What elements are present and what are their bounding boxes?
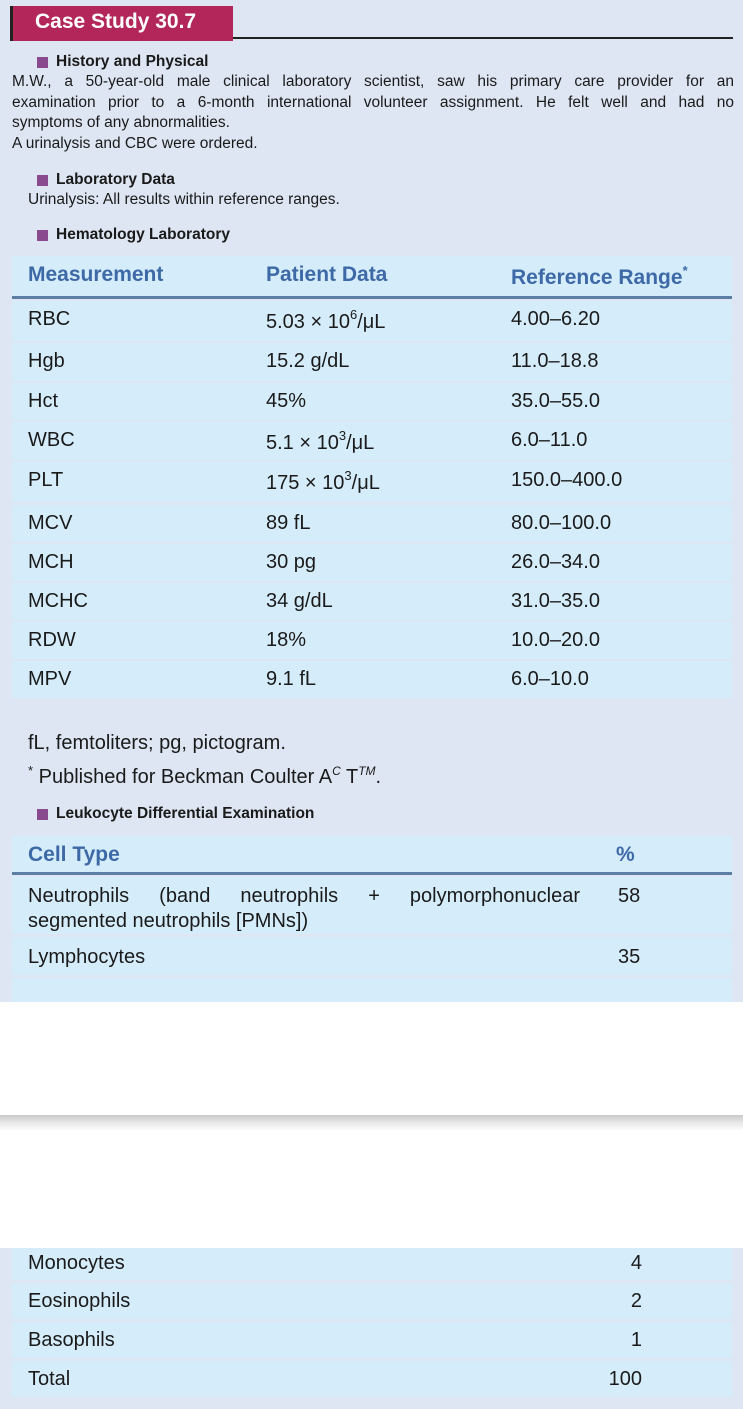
table-row <box>12 301 732 341</box>
table-row <box>12 1361 732 1397</box>
patient-data-cell <box>266 590 333 613</box>
patient-data-cell <box>266 668 316 691</box>
differential-table-continued <box>12 1248 732 1409</box>
table-row <box>12 937 732 975</box>
table-row <box>12 505 732 542</box>
cell-percent: 2 <box>630 1290 642 1312</box>
col-cell-type: Cell Type <box>28 843 120 866</box>
col-reference-range <box>511 263 688 290</box>
reference-range-cell: 26.0–34.0 <box>511 551 600 573</box>
measurement-cell: WBC <box>28 429 75 451</box>
cell-percent: 35 <box>618 946 641 968</box>
footnote-pub-tm: TM <box>358 764 376 778</box>
patient-value: 5.1 × 10 <box>266 432 339 454</box>
patient-data-cell <box>266 629 306 652</box>
history-heading-text: History and Physical <box>56 53 209 70</box>
measurement-cell: Hct <box>28 390 58 412</box>
cell-percent: 1 <box>630 1329 642 1351</box>
patient-data-cell <box>266 468 380 495</box>
table-row <box>12 583 732 620</box>
measurement-cell: MCH <box>28 551 74 573</box>
table-row <box>12 343 732 381</box>
patient-data-cell <box>266 390 306 413</box>
patient-value: 45% <box>266 390 307 412</box>
lab-text: Urinalysis: All results within reference ranges. <box>28 191 340 208</box>
patient-value: 18% <box>266 629 307 651</box>
reference-asterisk: * <box>682 263 688 278</box>
table-row <box>12 1322 732 1358</box>
footnote-abbreviations: fL, femtoliters; pg, pictogram. <box>28 732 286 754</box>
cell-type-cont: segmented neutrophils [PMNs]) <box>28 910 309 932</box>
cell-percent: 58 <box>618 885 641 907</box>
table-header-row <box>12 256 732 299</box>
history-line: examination prior to a 6-month international volunteer assignment. He felt well and had no <box>12 93 734 111</box>
measurement-cell: RDW <box>28 629 76 651</box>
hematology-heading-text: Hematology Laboratory <box>56 226 230 243</box>
patient-data-cell <box>266 428 375 455</box>
cell-type: Neutrophils (band neutrophils + polymorphonuclear <box>28 885 580 907</box>
history-line: A urinalysis and CBC were ordered. <box>12 134 258 152</box>
reference-range-cell: 31.0–35.0 <box>511 590 600 612</box>
measurement-cell: RBC <box>28 308 71 330</box>
cell-percent: 100 <box>608 1368 642 1390</box>
table-header-row <box>12 836 732 875</box>
reference-range-cell: 35.0–55.0 <box>511 390 600 412</box>
history-line: M.W., a 50-year-old male clinical laboratory scientist, saw his primary care provider for an <box>12 73 734 90</box>
lab-heading <box>37 171 175 189</box>
patient-data-cell <box>266 307 386 334</box>
section-bullet-icon <box>37 175 48 186</box>
patient-value: 15.2 g/dL <box>266 350 350 372</box>
table-row-continued <box>12 978 732 1002</box>
section-bullet-icon <box>37 230 48 241</box>
reference-range-cell: 11.0–18.8 <box>511 350 599 372</box>
case-study-panel-continued <box>0 1248 743 1409</box>
measurement-cell: MPV <box>28 668 72 690</box>
patient-data-cell <box>266 512 310 535</box>
footnote-pub-text: Published for Beckman Coulter A <box>38 766 333 788</box>
lab-heading-text: Laboratory Data <box>56 171 175 188</box>
patient-unit: /μL <box>346 432 375 454</box>
hematology-footnotes <box>28 729 381 791</box>
footnote-asterisk: * <box>28 763 34 778</box>
cell-percent: 4 <box>630 1252 642 1274</box>
table-row <box>12 877 732 934</box>
footnote-pub-c: C <box>332 764 341 778</box>
patient-value: 30 pg <box>266 551 317 573</box>
case-study-title: Case Study 30.7 <box>10 6 233 41</box>
reference-range-cell: 150.0–400.0 <box>511 469 623 491</box>
cell-type: Basophils <box>28 1329 115 1351</box>
patient-unit: /μL <box>357 311 386 333</box>
history-text <box>12 72 734 154</box>
section-bullet-icon <box>37 57 48 68</box>
patient-value: 175 × 10 <box>266 472 345 494</box>
history-line: symptoms of any abnormalities. <box>12 114 230 131</box>
patient-data-cell <box>266 350 349 373</box>
measurement-cell: Hgb <box>28 350 65 372</box>
history-heading <box>37 53 208 71</box>
col-reference-label: Reference Range <box>511 266 683 289</box>
reference-range-cell: 6.0–11.0 <box>511 429 588 451</box>
col-measurement: Measurement <box>28 263 164 286</box>
patient-exponent: 3 <box>338 428 347 444</box>
patient-exponent: 3 <box>344 468 352 484</box>
table-row <box>12 422 732 460</box>
patient-value: 34 g/dL <box>266 590 333 612</box>
patient-unit: /μL <box>351 472 380 494</box>
hematology-heading <box>37 226 230 244</box>
patient-exponent: 6 <box>349 307 358 323</box>
cell-type: Eosinophils <box>28 1290 131 1312</box>
table-row <box>12 661 732 698</box>
table-row <box>12 622 732 659</box>
differential-heading <box>37 805 314 823</box>
reference-range-cell: 10.0–20.0 <box>511 629 600 651</box>
patient-value: 5.03 × 10 <box>266 311 350 333</box>
patient-value: 89 fL <box>266 512 311 534</box>
cell-type: Total <box>28 1368 71 1390</box>
section-bullet-icon <box>37 809 48 820</box>
measurement-cell: PLT <box>28 469 64 491</box>
differential-table <box>12 836 732 1002</box>
col-percent: % <box>616 843 635 866</box>
page-divider <box>0 1115 743 1131</box>
footnote-pub-end: . <box>375 766 382 788</box>
table-row <box>12 462 732 502</box>
measurement-cell: MCV <box>28 512 73 534</box>
table-row <box>12 1248 732 1280</box>
footnote-pub-t: T <box>340 766 359 788</box>
patient-data-cell <box>266 551 316 574</box>
patient-value: 9.1 fL <box>266 668 317 690</box>
table-row <box>12 1283 732 1319</box>
cell-type: Monocytes <box>28 1252 125 1274</box>
reference-range-cell: 4.00–6.20 <box>511 308 600 330</box>
table-row <box>12 544 732 581</box>
reference-range-cell: 6.0–10.0 <box>511 668 589 690</box>
col-patient-data: Patient Data <box>266 263 388 286</box>
measurement-cell: MCHC <box>28 590 88 612</box>
table-row <box>12 383 732 420</box>
cell-type: Lymphocytes <box>28 946 146 968</box>
footnote-publication <box>28 757 381 791</box>
differential-heading-text: Leukocyte Differential Examination <box>56 805 315 822</box>
hematology-table <box>12 256 732 701</box>
reference-range-cell: 80.0–100.0 <box>511 512 612 534</box>
